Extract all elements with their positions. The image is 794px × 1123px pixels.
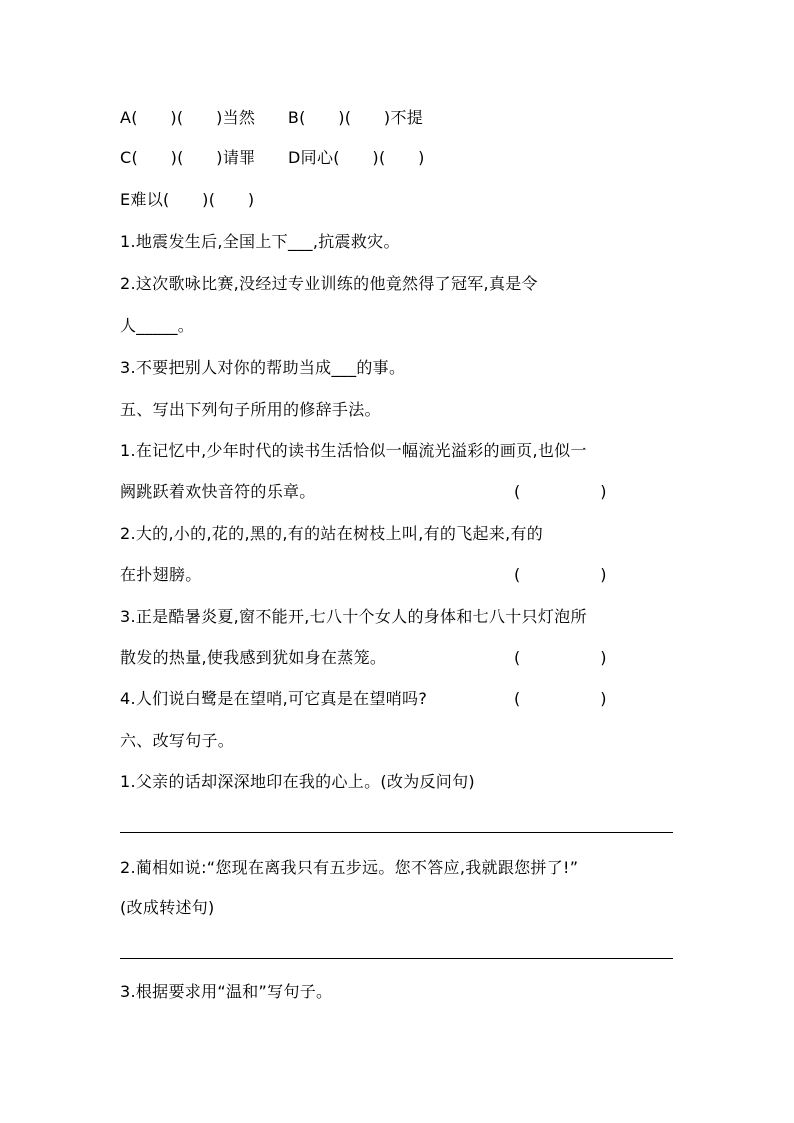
answer-line-1[interactable] [120, 832, 673, 833]
rhetoric-answer-1[interactable]: ( ) [514, 482, 607, 501]
rhetoric-answer-4[interactable]: ( ) [514, 689, 607, 708]
fill-blank-row-c-d: C( )( )请罪 D同心( )( ) [120, 148, 425, 167]
rewrite-question-2-line-1: 2.蔺相如说:“您现在离我只有五步远。您不答应,我就跟您拼了!” [120, 858, 579, 877]
rhetoric-answer-2[interactable]: ( ) [514, 565, 607, 584]
idiom-question-2-line-1: 2.这次歌咏比赛,没经过专业训练的他竟然得了冠军,真是令 [120, 274, 538, 293]
answer-line-2[interactable] [120, 958, 673, 959]
fill-blank-row-e: E难以( )( ) [120, 190, 255, 209]
rewrite-question-2-line-2: (改成转述句) [120, 898, 215, 917]
rhetoric-question-1-line-1: 1.在记忆中,少年时代的读书生活恰似一幅流光溢彩的画页,也似一 [120, 441, 587, 460]
rewrite-question-3: 3.根据要求用“温和”写句子。 [120, 982, 333, 1001]
rewrite-question-1: 1.父亲的话却深深地印在我的心上。(改为反问句) [120, 772, 475, 791]
rhetoric-question-3-line-1: 3.正是酷暑炎夏,窗不能开,七八十个女人的身体和七八十只灯泡所 [120, 607, 587, 626]
rhetoric-question-4: 4.人们说白鹭是在望哨,可它真是在望哨吗? [120, 689, 428, 708]
rhetoric-question-3-line-2: 散发的热量,使我感到犹如身在蒸笼。 [120, 648, 387, 667]
rhetoric-question-2-line-1: 2.大的,小的,花的,黑的,有的站在树枝上叫,有的飞起来,有的 [120, 524, 544, 543]
rhetoric-answer-3[interactable]: ( ) [514, 648, 607, 667]
section-5-heading: 五、写出下列句子所用的修辞手法。 [120, 400, 381, 419]
idiom-question-3: 3.不要把别人对你的帮助当成___的事。 [120, 358, 406, 377]
section-6-heading: 六、改写句子。 [120, 731, 235, 750]
rhetoric-question-1-line-2: 阙跳跃着欢快音符的乐章。 [120, 482, 316, 501]
rhetoric-question-2-line-2: 在扑翅膀。 [120, 565, 202, 584]
fill-blank-row-a-b: A( )( )当然 B( )( )不提 [120, 108, 424, 127]
idiom-question-2-line-2: 人_____。 [120, 316, 195, 335]
idiom-question-1: 1.地震发生后,全国上下___,抗震救灾。 [120, 232, 400, 251]
